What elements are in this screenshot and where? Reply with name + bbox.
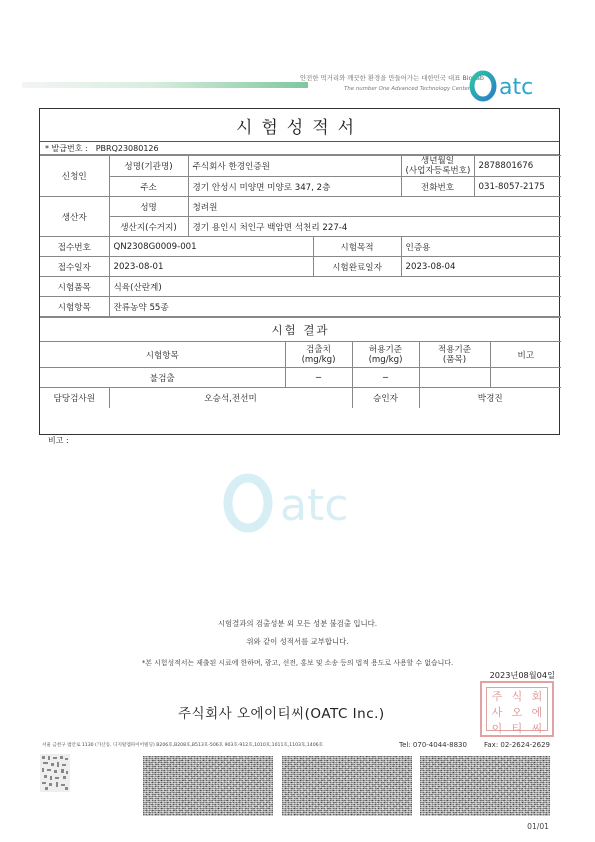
security-pattern-1	[143, 756, 273, 816]
seal-character: 회	[531, 690, 543, 703]
seal-characters	[486, 687, 548, 735]
seal-character: 씨	[531, 722, 543, 735]
table-row	[40, 388, 561, 408]
approver-label: 승인자	[352, 388, 419, 408]
inspector-value: 오승석,전선미	[109, 388, 352, 408]
completion-date-value: 2023-08-04	[401, 257, 561, 277]
remarks-label: 비고 :	[48, 436, 69, 445]
receipt-date-value: 2023-08-01	[109, 257, 313, 277]
test-item-label: 시험품목	[40, 277, 109, 297]
table-row	[40, 177, 561, 197]
note-line-3: *본 시험성적서는 제출된 시료에 한하며, 광고, 선전, 홍보 및 소송 등의 법적 용도로 사용할 수 없습니다.	[141, 659, 454, 667]
result-item: 불검출	[40, 368, 285, 388]
completion-date-label: 시험완료일자	[313, 257, 401, 277]
seal-character: 주	[491, 690, 503, 703]
footer-tel: Tel: 070-4044-8830	[399, 741, 467, 749]
test-purpose-value: 인증용	[401, 237, 561, 257]
applicant-section-label: 신청인	[40, 156, 109, 197]
report-number-row	[40, 142, 559, 155]
watermark-text: atc	[280, 480, 349, 531]
seal-character: 오	[511, 706, 523, 719]
note-line-2: 위와 같이 성적서를 교부합니다.	[246, 637, 349, 646]
company-seal	[480, 681, 554, 737]
results-header-standard	[419, 342, 490, 368]
report-number-label: * 발급번호 :	[45, 143, 88, 153]
table-row	[40, 297, 561, 317]
seal-character: 식	[511, 690, 523, 703]
producer-section-label: 생산자	[40, 197, 109, 237]
info-table	[40, 155, 561, 317]
test-item-value: 식육(산란계)	[109, 277, 561, 297]
business-number-label-line2: (사업자등록번호)	[405, 166, 471, 176]
results-header-item: 시험항목	[40, 342, 285, 368]
table-row	[40, 277, 561, 297]
seal-character: 티	[511, 722, 523, 735]
results-header-detected	[285, 342, 352, 368]
results-header-note: 비고	[490, 342, 561, 368]
note-line-1: 시험결과의 검출성분 외 모든 성분 불검출 입니다.	[217, 619, 378, 628]
result-standard	[419, 368, 490, 388]
footer-fax: Fax: 02-2624-2629	[484, 741, 550, 749]
certificate-box	[39, 108, 560, 435]
company-name: 주식회사 오에이티씨(OATC Inc.)	[178, 706, 385, 722]
producer-name-label: 성명	[109, 197, 188, 217]
standard-line1: 적용기준	[437, 344, 472, 355]
footer-address: 서울 금천구 범안로 1130 (가산동, 디지털엠파이어빌딩) B206호,B208호,B513호-506호 903호-912호,1010호,1011호,1103호,1406호	[42, 743, 323, 748]
receipt-number-label: 접수번호	[40, 237, 109, 257]
inspector-label: 담당검사원	[40, 388, 109, 408]
report-number-value: PBRQ23080126	[95, 143, 159, 153]
test-purpose-label: 시험목적	[313, 237, 401, 257]
receipt-date-label: 접수일자	[40, 257, 109, 277]
test-category-label: 시험항목	[40, 297, 109, 317]
production-place-value: 경기 용인시 처인구 백암면 석천리 227-4	[188, 217, 561, 237]
address-label: 주소	[109, 177, 188, 197]
qr-code	[40, 754, 70, 792]
detected-line1: 검출치	[306, 344, 331, 355]
receipt-number-value: QN2308G0009-001	[109, 237, 313, 257]
table-row	[40, 318, 561, 342]
results-header-allowed	[352, 342, 419, 368]
address-value: 경기 안성시 미양면 미양로 347, 2층	[188, 177, 401, 197]
document-title: 시험성적서	[40, 109, 559, 142]
watermark-logo	[222, 470, 392, 536]
logo-text: atc	[499, 75, 534, 100]
table-row	[40, 156, 561, 177]
header-tagline-en: The number One Advanced Technology Center	[344, 86, 470, 92]
seal-character: 에	[531, 706, 543, 719]
allowed-line2: (mg/kg)	[368, 354, 403, 365]
applicant-name-value: 주식회사 한경인증원	[188, 156, 401, 177]
phone-label: 전화번호	[401, 177, 474, 197]
security-pattern-3	[420, 756, 550, 816]
page-number: 01/01	[527, 822, 549, 831]
table-row	[40, 217, 561, 237]
producer-name-value: 청려원	[188, 197, 561, 217]
table-row	[40, 342, 561, 368]
standard-line2: (품목)	[442, 354, 467, 365]
detected-line2: (mg/kg)	[301, 354, 336, 365]
applicant-name-label: 성명(기관명)	[109, 156, 188, 177]
business-number-value: 2878801676	[474, 156, 561, 177]
table-row	[40, 237, 561, 257]
header-gradient-bar	[22, 82, 308, 88]
table-row	[40, 197, 561, 217]
security-pattern-2	[282, 756, 412, 816]
issue-date: 2023년08월04일	[489, 670, 555, 680]
table-row	[40, 257, 561, 277]
table-row	[40, 368, 561, 388]
allowed-line1: 허용기준	[368, 344, 403, 355]
header-tagline-kr: 안전한 먹거리와 깨끗한 환경을 만들어가는 대한민국 대표 BioLab	[300, 74, 484, 82]
test-category-value: 잔류농약 55종	[109, 297, 561, 317]
seal-character: 이	[491, 722, 503, 735]
result-detected: −	[285, 368, 352, 388]
results-table	[40, 317, 561, 408]
oatc-logo	[469, 69, 559, 103]
production-place-label: 생산지(수거지)	[109, 217, 188, 237]
seal-character: 사	[491, 706, 503, 719]
phone-value: 031-8057-2175	[474, 177, 561, 197]
results-title: 시험 결과	[40, 318, 561, 342]
result-allowed: −	[352, 368, 419, 388]
business-number-label-line1: 생년월일	[420, 156, 455, 166]
approver-value: 박경진	[419, 388, 561, 408]
result-note	[490, 368, 561, 388]
business-number-label	[401, 156, 474, 177]
